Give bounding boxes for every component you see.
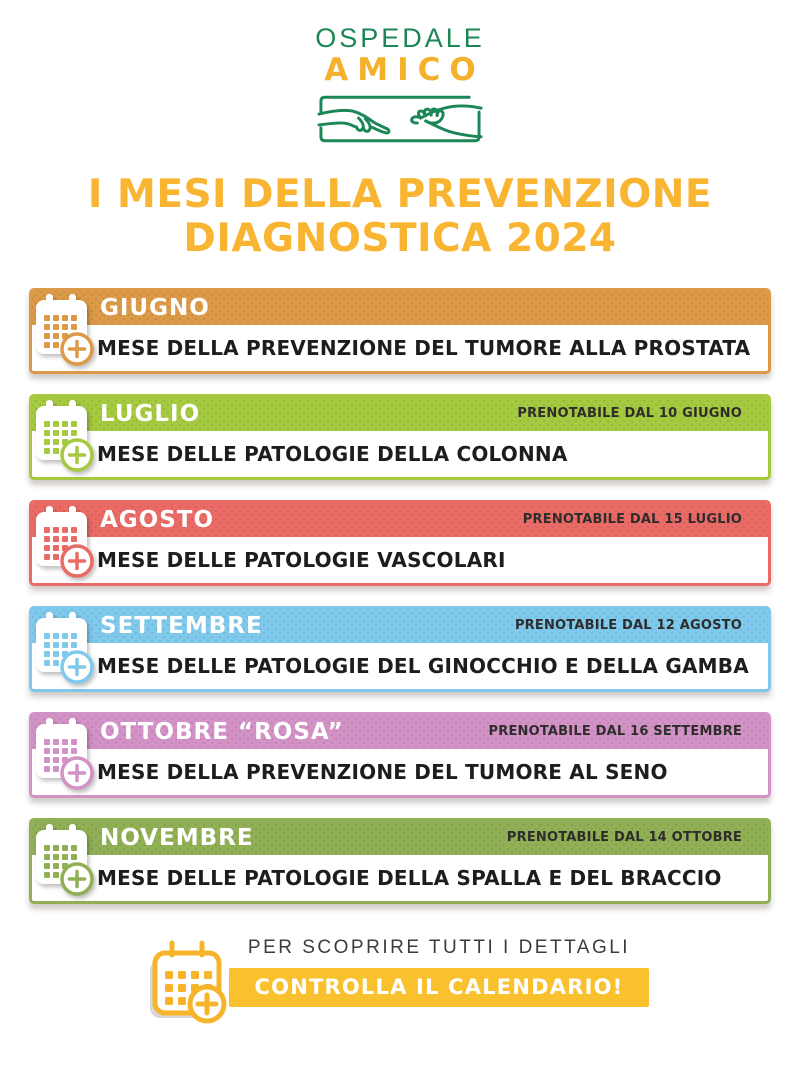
month-banner xyxy=(29,818,771,904)
month-header xyxy=(32,397,768,431)
booking-availability-label: PRENOTABILE DAL 12 AGOSTO xyxy=(514,618,742,634)
calendar-plus-icon xyxy=(35,505,95,581)
calendar-plus-icon xyxy=(35,611,95,687)
calendar-plus-icon xyxy=(35,293,95,369)
footer-cta[interactable]: CONTROLLA IL CALENDARIO! xyxy=(229,968,650,1007)
month-banner xyxy=(29,394,771,480)
month-name: NOVEMBRE xyxy=(100,824,254,851)
footer-inner xyxy=(151,937,650,1007)
calendar-plus-icon xyxy=(35,717,95,793)
footer xyxy=(0,937,800,1007)
month-description: MESE DELLA PREVENZIONE DEL TUMORE ALLA PROSTATA xyxy=(97,335,751,360)
calendar-plus-icon xyxy=(35,399,95,475)
month-name: GIUGNO xyxy=(100,294,210,321)
month-description-row xyxy=(32,325,768,371)
month-name: OTTOBRE “ROSA” xyxy=(100,718,344,745)
hands-reaching-icon xyxy=(317,93,483,145)
booking-availability-label: PRENOTABILE DAL 15 LUGLIO xyxy=(522,512,742,528)
month-description-row xyxy=(32,431,768,477)
calendar-plus-icon xyxy=(35,823,95,899)
month-description-row xyxy=(32,749,768,795)
month-description-row xyxy=(32,643,768,689)
month-name: AGOSTO xyxy=(100,506,215,533)
month-name: LUGLIO xyxy=(100,400,201,427)
month-name: SETTEMBRE xyxy=(100,612,263,639)
month-description: MESE DELLA PREVENZIONE DEL TUMORE AL SENO xyxy=(97,759,668,784)
month-banner xyxy=(29,712,771,798)
footer-details-text: PER SCOPRIRE TUTTI I DETTAGLI xyxy=(247,936,631,958)
month-description: MESE DELLE PATOLOGIE DEL GINOCCHIO E DELLA GAMBA xyxy=(97,653,749,678)
month-banner xyxy=(29,288,771,374)
month-description-row xyxy=(32,855,768,901)
booking-availability-label: PRENOTABILE DAL 16 SETTEMBRE xyxy=(488,724,742,740)
month-banner-list xyxy=(29,288,771,904)
month-header xyxy=(32,715,768,749)
month-description: MESE DELLE PATOLOGIE DELLA COLONNA xyxy=(97,441,568,466)
booking-availability-label: PRENOTABILE DAL 10 GIUGNO xyxy=(517,406,742,422)
month-description: MESE DELLE PATOLOGIE VASCOLARI xyxy=(97,547,506,572)
page-title xyxy=(0,173,800,260)
month-header xyxy=(32,609,768,643)
month-header xyxy=(32,291,768,325)
page-title-line1: I MESI DELLA PREVENZIONE xyxy=(87,172,713,218)
month-header xyxy=(32,503,768,537)
month-header xyxy=(32,821,768,855)
logo-ospedale-text: OSPEDALE xyxy=(315,23,485,53)
month-description-row xyxy=(32,537,768,583)
month-banner xyxy=(29,606,771,692)
hospital-logo xyxy=(0,0,800,145)
page-title-line2: DIAGNOSTICA 2024 xyxy=(183,216,617,262)
logo-amico-text: AMICO xyxy=(324,52,485,89)
calendar-plus-outline-icon xyxy=(145,939,237,1031)
booking-availability-label: PRENOTABILE DAL 14 OTTOBRE xyxy=(506,830,742,846)
month-banner xyxy=(29,500,771,586)
month-description: MESE DELLE PATOLOGIE DELLA SPALLA E DEL BRACCIO xyxy=(97,865,722,890)
